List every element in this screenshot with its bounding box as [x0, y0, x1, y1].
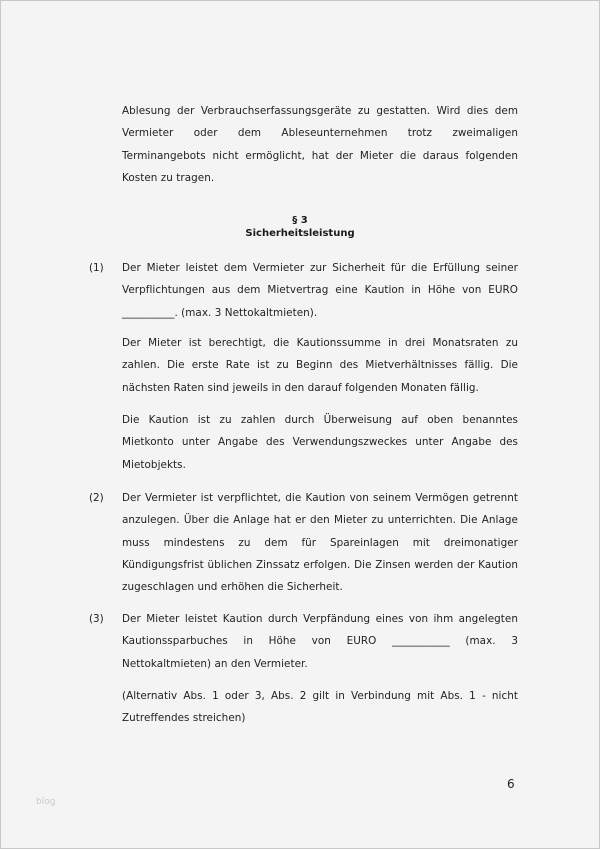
- clause-label-1: (1): [89, 262, 104, 274]
- watermark: blog: [36, 797, 56, 807]
- clause-1-paragraph-3: Die Kaution ist zu zahlen durch Überweisung auf oben benanntes Mietkonto unter Angabe des Verwendungszweckes unter Angabe des Mietobjekts.: [122, 414, 518, 471]
- section-heading: [122, 214, 478, 240]
- intro-paragraph: Ablesung der Verbrauchserfassungsgeräte zu gestatten. Wird dies dem Vermieter oder dem Ableseunternehmen trotz zweimaligen Terminangebots nicht ermöglicht, hat der Mieter die daraus folgenden Kosten zu tragen.: [122, 105, 518, 184]
- section-number: § 3: [292, 215, 308, 226]
- page-number: 6: [507, 777, 515, 791]
- clause-1-paragraph-2: Der Mieter ist berechtigt, die Kautionssumme in drei Monatsraten zu zahlen. Die erste Rate ist zu Beginn des Mietverhältnisses fällig. Die nächsten Raten sind jeweils in den darauf folgenden Monaten fällig.: [122, 337, 518, 394]
- clause-label-2: (2): [89, 492, 104, 504]
- clause-3-paragraph-2: (Alternativ Abs. 1 oder 3, Abs. 2 gilt in Verbindung mit Abs. 1 - nicht Zutreffendes streichen): [122, 690, 518, 725]
- clause-label-3: (3): [89, 613, 104, 625]
- clause-3-paragraph-1: Der Mieter leistet Kaution durch Verpfändung eines von ihm angelegten Kautionssparbuches in Höhe von EURO ___________ (max. 3 Nettokaltmieten) an den Vermieter.: [122, 613, 518, 670]
- clause-2-paragraph-1: Der Vermieter ist verpflichtet, die Kaution von seinem Vermögen getrennt anzulegen. Über die Anlage hat er den Mieter zu unterrichten. Die Anlage muss mindestens zu dem für Spareinlagen mit dreimonatiger Kündigungsfrist üblichen Zinssatz erfolgen. Die Zinsen werden der Kaution zugeschlagen und erhöhen die Sicherheit.: [122, 492, 518, 594]
- section-title: Sicherheitsleistung: [245, 228, 355, 239]
- clause-1-paragraph-1: Der Mieter leistet dem Vermieter zur Sicherheit für die Erfüllung seiner Verpflichtungen aus dem Mietvertrag eine Kaution in Höhe von EURO __________. (max. 3 Nettokaltmieten).: [122, 262, 518, 319]
